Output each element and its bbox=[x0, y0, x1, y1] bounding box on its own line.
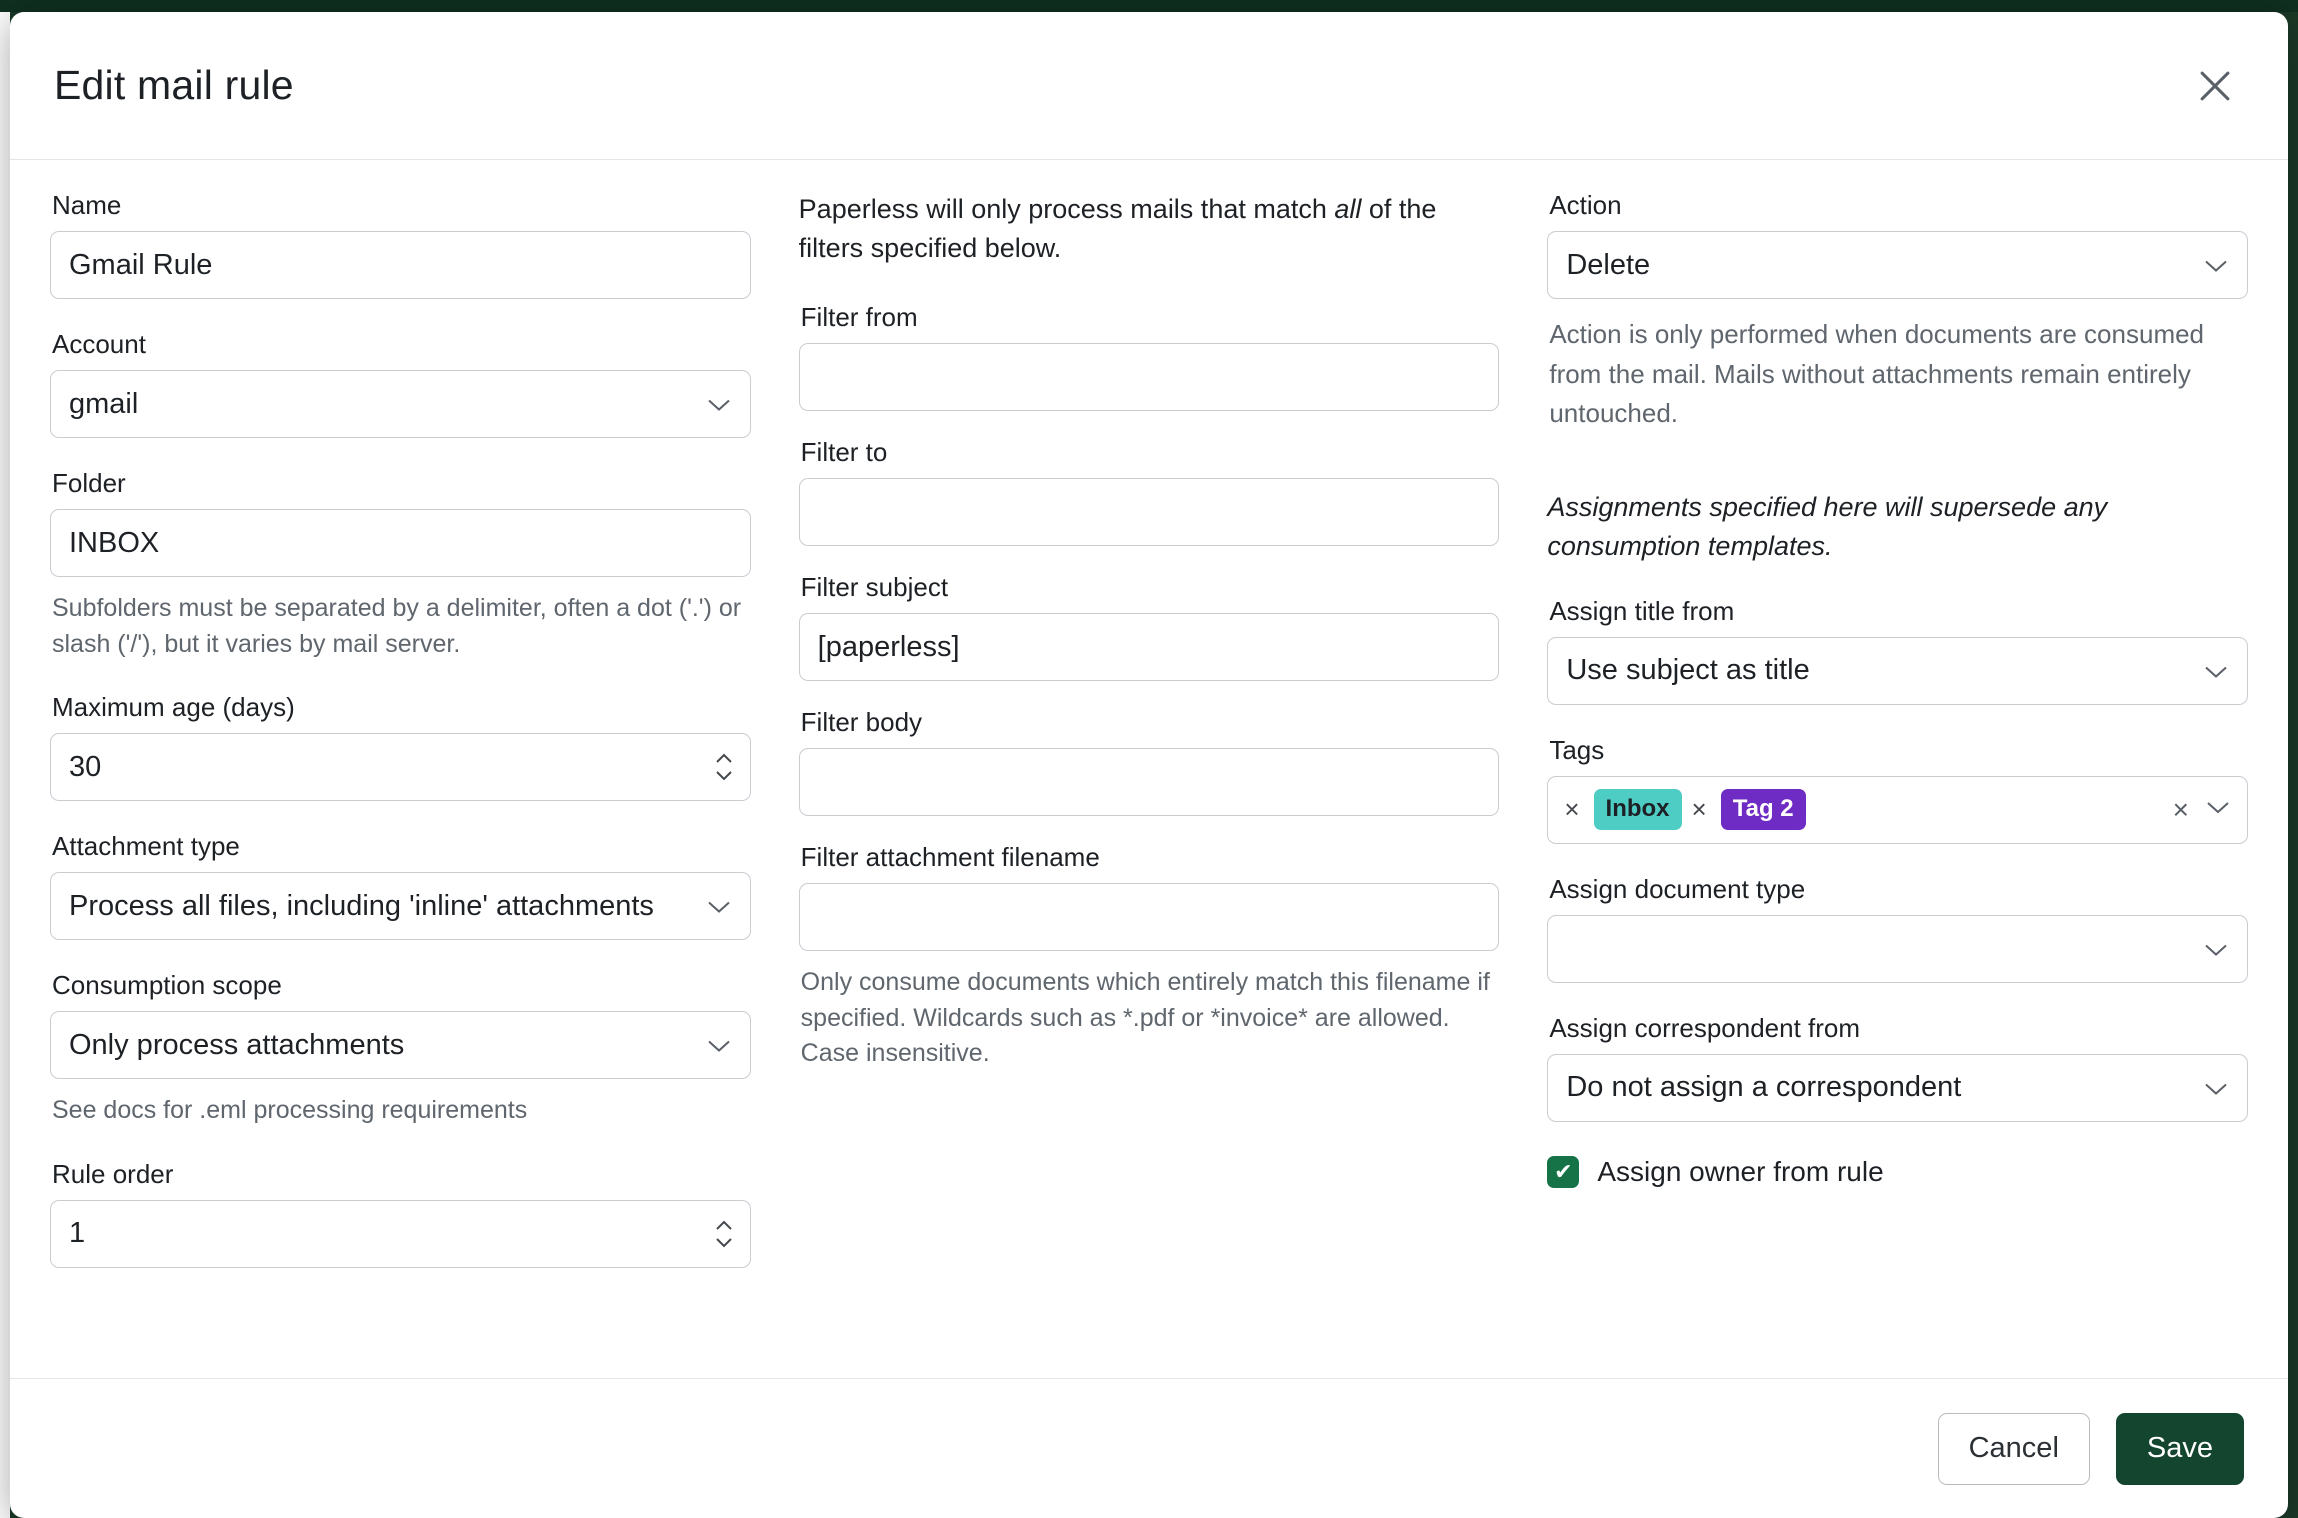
action-description: Action is only performed when documents are consumed from the mail. Mails without attachments remain entirely untouched. bbox=[1549, 319, 2205, 429]
tag-chip[interactable] bbox=[1688, 789, 1806, 830]
stepper-arrows-icon[interactable] bbox=[713, 752, 735, 782]
filter-from-label: Filter from bbox=[800, 302, 918, 333]
dialog-footer bbox=[10, 1378, 2288, 1518]
column-middle bbox=[799, 190, 1500, 1378]
maximum-age-input[interactable] bbox=[50, 733, 751, 801]
dialog-header bbox=[10, 12, 2288, 160]
action-select-value: Delete bbox=[1566, 248, 1651, 281]
close-icon[interactable] bbox=[2186, 57, 2244, 115]
top-strip bbox=[0, 0, 2298, 12]
tags-input[interactable] bbox=[1547, 776, 2248, 844]
assign-owner-checkbox[interactable]: ✔ bbox=[1547, 1156, 1579, 1188]
filter-attachment-filename-input[interactable] bbox=[799, 883, 1500, 951]
action-select[interactable] bbox=[1547, 231, 2248, 299]
dialog-body bbox=[10, 160, 2288, 1378]
chevron-down-icon bbox=[706, 388, 732, 421]
column-left bbox=[50, 190, 751, 1378]
chevron-down-icon bbox=[706, 1029, 732, 1062]
page-title: Edit mail rule bbox=[54, 62, 294, 108]
filter-to-label: Filter to bbox=[800, 437, 888, 468]
chevron-down-icon bbox=[706, 890, 732, 923]
assign-correspondent-label: Assign correspondent from bbox=[1549, 1012, 1861, 1043]
chevron-down-icon bbox=[2203, 654, 2229, 687]
attachment-type-select[interactable] bbox=[50, 872, 751, 940]
consumption-scope-label: Consumption scope bbox=[52, 970, 282, 1000]
assign-title-from-label: Assign title from bbox=[1549, 595, 1735, 626]
filter-attachment-filename-label: Filter attachment filename bbox=[800, 842, 1100, 873]
name-input[interactable] bbox=[50, 231, 751, 299]
filter-body-label: Filter body bbox=[800, 707, 923, 738]
assign-correspondent-value: Do not assign a correspondent bbox=[1566, 1071, 1962, 1104]
chevron-down-icon bbox=[2203, 249, 2229, 282]
filter-subject-label: Filter subject bbox=[800, 572, 949, 603]
maximum-age-label: Maximum age (days) bbox=[52, 692, 295, 722]
cancel-button[interactable]: Cancel bbox=[1938, 1413, 2090, 1485]
assign-owner-label: Assign owner from rule bbox=[1597, 1155, 1884, 1187]
assignments-note: Assignments specified here will supersede any consumption templates. bbox=[1547, 491, 2108, 561]
filter-body-input[interactable] bbox=[799, 748, 1500, 816]
chevron-down-icon bbox=[2203, 1071, 2229, 1104]
filters-intro-post: of the filters specified below. bbox=[798, 194, 1437, 264]
attachment-type-label: Attachment type bbox=[52, 831, 240, 861]
maximum-age-stepper[interactable] bbox=[50, 733, 751, 801]
account-label: Account bbox=[52, 329, 146, 359]
filter-to-input[interactable] bbox=[799, 478, 1500, 546]
save-button[interactable]: Save bbox=[2116, 1413, 2244, 1485]
consumption-scope-hint: See docs for .eml processing requirements bbox=[52, 1096, 528, 1124]
rule-order-label: Rule order bbox=[52, 1158, 174, 1189]
consumption-scope-select[interactable] bbox=[50, 1011, 751, 1079]
filter-from-input[interactable] bbox=[799, 343, 1500, 411]
chevron-down-icon[interactable] bbox=[2205, 799, 2231, 820]
assign-document-type-label: Assign document type bbox=[1549, 873, 1806, 904]
assign-title-from-value: Use subject as title bbox=[1566, 654, 1810, 687]
column-right bbox=[1547, 190, 2248, 1378]
filters-intro bbox=[799, 190, 1500, 268]
remove-tag-icon[interactable]: × bbox=[1564, 794, 1580, 825]
name-label: Name bbox=[52, 190, 122, 220]
folder-label: Folder bbox=[52, 468, 126, 498]
stepper-arrows-icon[interactable] bbox=[713, 1219, 735, 1249]
rule-order-stepper[interactable] bbox=[50, 1200, 751, 1268]
remove-tag-icon[interactable]: × bbox=[1691, 794, 1707, 825]
edit-mail-rule-dialog bbox=[10, 12, 2288, 1518]
filter-attachment-filename-hint: Only consume documents which entirely match this filename if specified. Wildcards such as *.pdf or *invoice* are allowed. Case insensitive. bbox=[800, 968, 1490, 1068]
chevron-down-icon bbox=[2203, 932, 2229, 965]
tag-chip[interactable] bbox=[1560, 789, 1681, 830]
assign-title-from-select[interactable] bbox=[1547, 637, 2248, 705]
tags-label: Tags bbox=[1549, 734, 1605, 765]
assign-correspondent-select[interactable] bbox=[1547, 1054, 2248, 1122]
consumption-scope-value: Only process attachments bbox=[69, 1028, 405, 1061]
assign-owner-row[interactable] bbox=[1547, 1156, 2248, 1188]
folder-input[interactable] bbox=[50, 509, 751, 577]
filters-intro-emphasis: all bbox=[1334, 194, 1362, 224]
filter-subject-input[interactable] bbox=[799, 613, 1500, 681]
account-select-value: gmail bbox=[69, 387, 139, 420]
rule-order-input[interactable] bbox=[50, 1200, 751, 1268]
folder-hint: Subfolders must be separated by a delimiter, often a dot ('.') or slash ('/'), but it varies by mail server. bbox=[52, 594, 742, 658]
tag-label: Tag 2 bbox=[1721, 789, 1806, 830]
clear-tags-icon[interactable]: × bbox=[2172, 793, 2190, 825]
background-page-sliver bbox=[0, 12, 10, 1518]
account-select[interactable] bbox=[50, 370, 751, 438]
attachment-type-value: Process all files, including 'inline' attachments bbox=[69, 889, 654, 922]
action-label: Action bbox=[1549, 190, 1622, 220]
filters-intro-pre: Paperless will only process mails that match bbox=[798, 194, 1335, 224]
tag-label: Inbox bbox=[1594, 789, 1682, 830]
assign-document-type-select[interactable] bbox=[1547, 915, 2248, 983]
